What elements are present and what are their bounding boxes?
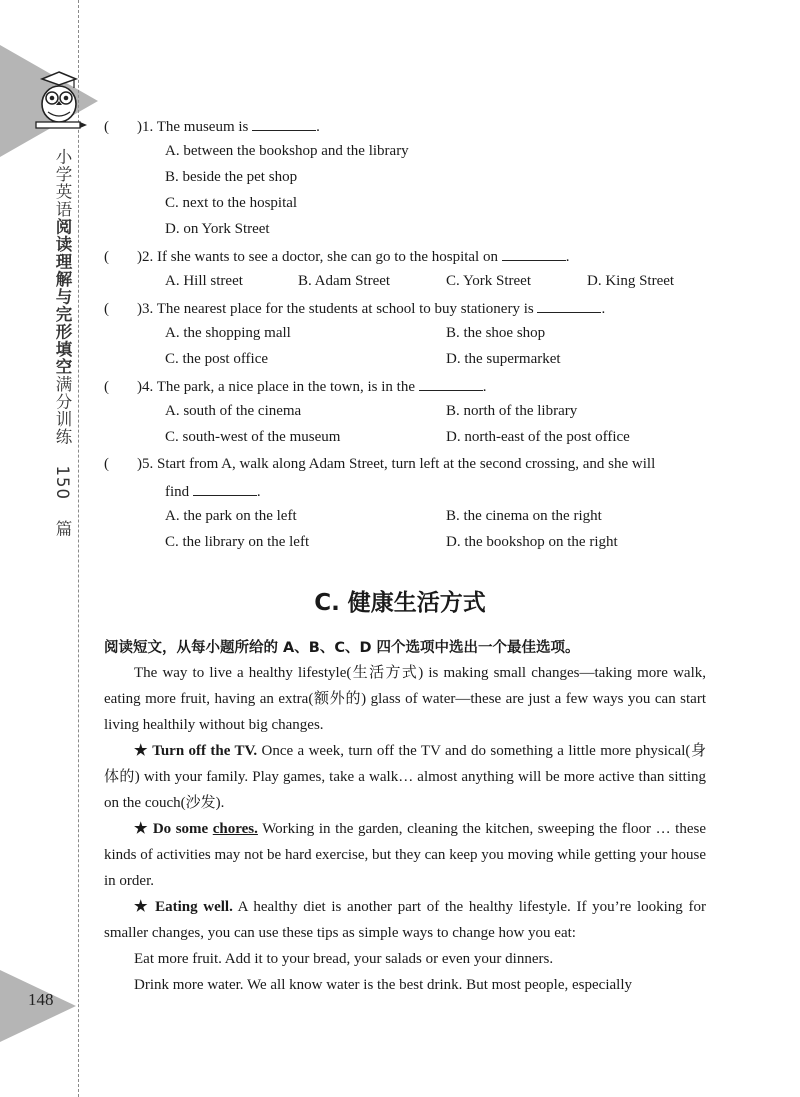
option-b: B. the shoe shop xyxy=(446,325,546,341)
option-c: C. York Street xyxy=(446,273,532,289)
option-c: C. the post office xyxy=(165,351,269,367)
option-b: B. beside the pet shop xyxy=(165,169,298,185)
reading-passage xyxy=(104,660,706,998)
question-4: ( )4. The park, a nice place in the town, is in the . xyxy=(104,376,486,396)
option-b: B. the cinema on the right xyxy=(446,508,602,524)
section-title: C. 健康生活方式 xyxy=(314,590,486,616)
option-c: C. the library on the left xyxy=(165,534,310,550)
question-2: ( )2. If she wants to see a doctor, she can go to the hospital on . xyxy=(104,246,569,266)
option-d: D. the bookshop on the right xyxy=(446,534,618,550)
option-a: A. south of the cinema xyxy=(165,403,302,419)
option-d: D. north-east of the post office xyxy=(446,429,630,445)
star-icon: ★ xyxy=(134,899,156,915)
star-icon: ★ xyxy=(134,821,153,837)
tip-heading: Turn off the TV. xyxy=(152,743,258,759)
answer-bracket[interactable]: ( ) xyxy=(104,249,142,265)
star-icon: ★ xyxy=(134,743,153,759)
question-3: ( )3. The nearest place for the students at school to buy stationery is . xyxy=(104,298,605,318)
passage-paragraph: Drink more water. We all know water is the best drink. But most people, especially xyxy=(134,977,632,993)
question-1: ( )1. The museum is . xyxy=(104,116,320,136)
answer-bracket[interactable]: ( ) xyxy=(104,456,142,472)
owl-mascot-icon xyxy=(30,70,88,132)
answer-blank xyxy=(537,298,601,313)
option-a: A. Hill street xyxy=(165,273,243,289)
option-c: C. south-west of the museum xyxy=(165,429,341,445)
answer-blank xyxy=(419,376,483,391)
passage-paragraph: ★ Eating well. A healthy diet is another part of the healthy lifestyle. If you’re looking for smaller changes, you can use these tips as simple ways to change how you eat: xyxy=(104,899,706,941)
option-d: D. King Street xyxy=(587,273,675,289)
option-d: D. on York Street xyxy=(165,221,270,237)
underlined-word: chores. xyxy=(212,821,258,837)
question-5: ( )5. Start from A, walk along Adam Street, turn left at the second crossing, and she will xyxy=(104,456,656,472)
instructions: 阅读短文，从每小题所给的 A、B、C、D 四个选项中选出一个最佳选项。 xyxy=(104,640,580,656)
question-5-continuation: find . xyxy=(165,481,261,501)
option-c: C. next to the hospital xyxy=(165,195,298,211)
answer-blank xyxy=(193,481,257,496)
answer-bracket[interactable]: ( ) xyxy=(104,301,142,317)
tip-heading: Eating well. xyxy=(155,899,233,915)
answer-bracket[interactable]: ( ) xyxy=(104,379,142,395)
option-a: A. the shopping mall xyxy=(165,325,291,341)
answer-blank xyxy=(252,116,316,131)
answer-blank xyxy=(502,246,566,261)
passage-paragraph: Eat more fruit. Add it to your bread, your salads or even your dinners. xyxy=(134,951,554,967)
passage-paragraph: The way to live a healthy lifestyle(生活方式) is making small changes—taking more walk, eating more fruit, having an extra(额外的) glass of water—these are just a few ways you can start living healthily without big changes. xyxy=(104,665,706,733)
binding-dashed-line xyxy=(78,0,79,1097)
tip-heading: Do some chores. xyxy=(152,821,258,837)
passage-paragraph: ★ Do some chores. Working in the garden, cleaning the kitchen, sweeping the floor … these kinds of activities may not be hard exercise, but they can keep you moving while getting your house in order. xyxy=(104,821,706,889)
page-number: 148 xyxy=(28,990,54,1009)
option-d: D. the supermarket xyxy=(446,351,561,367)
option-a: A. the park on the left xyxy=(165,508,297,524)
answer-bracket[interactable]: ( ) xyxy=(104,119,142,135)
option-b: B. north of the library xyxy=(446,403,578,419)
book-title-vertical: 小学英语阅读理解与完形填空满分训练 150 篇 xyxy=(53,148,72,538)
option-a: A. between the bookshop and the library xyxy=(165,143,409,159)
passage-paragraph: ★ Turn off the TV. Once a week, turn off the TV and do something a little more physical(身体的) with your family. Play games, take a walk… almost anything will be more active than sitting on the couch(沙发). xyxy=(104,743,706,811)
option-b: B. Adam Street xyxy=(298,273,391,289)
